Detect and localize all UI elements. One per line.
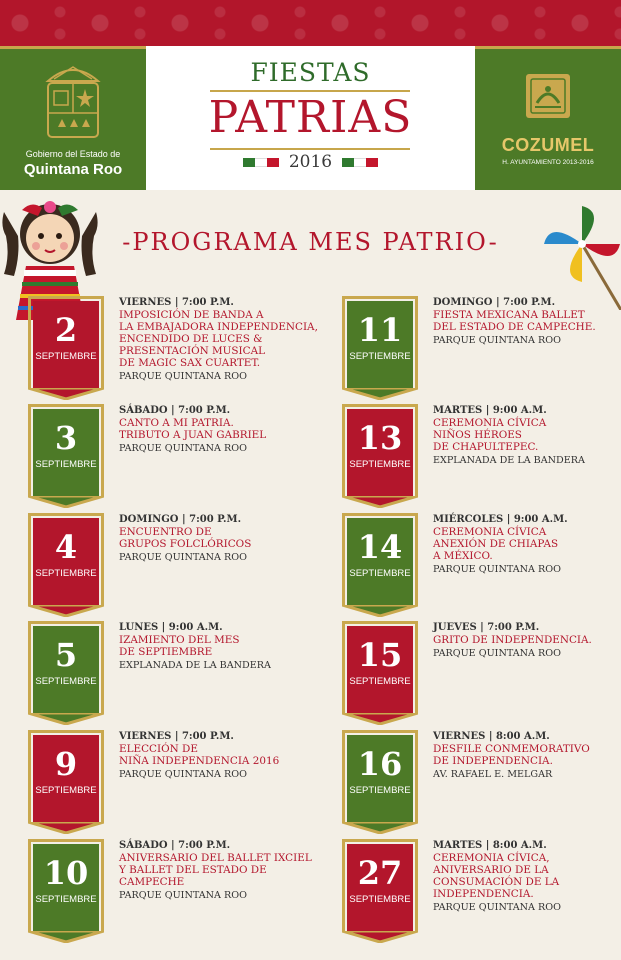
date-day: 16: [357, 745, 403, 783]
event-details: [119, 621, 329, 672]
title-main: PATRIAS: [208, 92, 413, 143]
date-badge-fill: [347, 518, 413, 605]
date-badge-fill: [347, 735, 413, 822]
event-description: ENCUENTRO DE GRUPOS FOLCLÓRICOS: [119, 526, 252, 550]
event-when: LUNES | 9:00 A.M.: [119, 622, 223, 633]
date-badge-fill: [347, 626, 413, 713]
event-description: ANIVERSARIO DEL BALLET IXCIEL Y BALLET DEL ESTADO DE CAMPECHE: [119, 852, 312, 888]
year: 2016: [288, 152, 333, 172]
event-place: PARQUE QUINTANA ROO: [433, 648, 561, 659]
event-when: SÁBADO | 7:00 P.M.: [119, 840, 231, 851]
date-badge: [342, 404, 418, 496]
date-badge-fill: [33, 518, 99, 605]
date-badge-fill: [33, 409, 99, 496]
date-badge: [28, 839, 104, 931]
ribbon-tip-icon: [28, 388, 104, 400]
event-details: [119, 296, 329, 383]
ribbon-tip-icon: [28, 931, 104, 943]
event-when: MARTES | 8:00 A.M.: [433, 840, 547, 851]
date-badge: [28, 404, 104, 496]
date-badge: [28, 513, 104, 605]
event-place: EXPLANADA DE LA BANDERA: [433, 455, 585, 466]
event-details: [119, 404, 329, 455]
event-when: DOMINGO | 7:00 P.M.: [119, 514, 242, 525]
event-description: CEREMONIA CÍVICA ANEXIÓN DE CHIAPAS A MÉXICO.: [433, 526, 559, 562]
event-details: [433, 513, 621, 576]
date-day: 2: [54, 311, 78, 349]
date-day: 15: [357, 636, 403, 674]
event-item: [28, 621, 328, 729]
event-details: [119, 730, 329, 781]
date-day: 3: [54, 419, 78, 457]
event-item: [342, 839, 621, 947]
event-when: DOMINGO | 7:00 P.M.: [433, 297, 556, 308]
date-day: 14: [357, 528, 403, 566]
event-details: [119, 513, 329, 564]
gov-panel: [0, 46, 146, 190]
date-badge: [342, 296, 418, 388]
date-badge-fill: [33, 844, 99, 931]
date-month: SEPTIEMBRE: [349, 676, 411, 687]
date-month: SEPTIEMBRE: [35, 676, 97, 687]
event-when: VIERNES | 7:00 P.M.: [119, 731, 234, 742]
event-description: IZAMIENTO DEL MES DE SEPTIEMBRE: [119, 634, 240, 658]
date-day: 5: [54, 636, 78, 674]
date-month: SEPTIEMBRE: [35, 351, 97, 362]
title-rule-bottom: [210, 148, 410, 150]
ribbon-tip-icon: [342, 388, 418, 400]
cozumel-panel: [475, 46, 621, 190]
event-place: PARQUE QUINTANA ROO: [433, 335, 561, 346]
date-month: SEPTIEMBRE: [35, 894, 97, 905]
date-month: SEPTIEMBRE: [349, 894, 411, 905]
title-top: FIESTAS: [250, 58, 371, 87]
event-description: CANTO A MI PATRIA. TRIBUTO A JUAN GABRIEL: [119, 417, 267, 441]
date-badge: [342, 839, 418, 931]
date-month: SEPTIEMBRE: [349, 351, 411, 362]
date-month: SEPTIEMBRE: [35, 459, 97, 470]
date-badge-fill: [33, 626, 99, 713]
cozumel-crest-icon: [523, 71, 573, 121]
event-description: IMPOSICIÓN DE BANDA A LA EMBAJADORA INDEPENDENCIA, ENCENDIDO DE LUCES & PRESENTACIÓN MUSICAL DE MAGIC SAX CUARTET.: [119, 309, 318, 369]
date-badge-fill: [347, 301, 413, 388]
date-badge-fill: [347, 409, 413, 496]
gov-line1: Gobierno del Estado de: [25, 149, 121, 159]
ribbon-tip-icon: [28, 496, 104, 508]
date-badge: [342, 621, 418, 713]
event-description: CEREMONIA CÍVICA NIÑOS HÉROES DE CHAPULTEPEC.: [433, 417, 547, 453]
ribbon-tip-icon: [28, 822, 104, 834]
event-when: MARTES | 9:00 A.M.: [433, 405, 547, 416]
event-item: [28, 839, 328, 947]
date-day: 13: [357, 419, 403, 457]
flag-stripe-icon: [342, 158, 378, 167]
event-when: VIERNES | 8:00 A.M.: [433, 731, 550, 742]
event-item: [28, 296, 328, 404]
event-item: [342, 513, 621, 621]
ribbon-tip-icon: [342, 605, 418, 617]
date-badge: [28, 730, 104, 822]
ribbon-tip-icon: [28, 605, 104, 617]
event-item: [342, 296, 621, 404]
event-description: FIESTA MEXICANA BALLET DEL ESTADO DE CAMPECHE.: [433, 309, 596, 333]
ribbon-tip-icon: [342, 713, 418, 725]
event-details: [119, 839, 329, 902]
date-day: 11: [357, 311, 403, 349]
date-badge: [28, 621, 104, 713]
event-when: MIÉRCOLES | 9:00 A.M.: [433, 514, 568, 525]
date-month: SEPTIEMBRE: [349, 785, 411, 796]
header: [0, 46, 621, 192]
event-place: EXPLANADA DE LA BANDERA: [119, 660, 271, 671]
event-details: [433, 621, 621, 660]
event-when: VIERNES | 7:00 P.M.: [119, 297, 234, 308]
event-when: JUEVES | 7:00 P.M.: [433, 622, 540, 633]
event-item: [28, 730, 328, 838]
ribbon-tip-icon: [342, 931, 418, 943]
event-item: [342, 621, 621, 729]
date-badge: [28, 296, 104, 388]
date-day: 10: [43, 854, 89, 892]
date-badge-fill: [33, 301, 99, 388]
quintana-roo-crest-icon: [42, 61, 104, 143]
top-ornament-band: [0, 0, 621, 46]
cozumel-sub: H. AYUNTAMIENTO 2013-2016: [502, 159, 594, 166]
event-description: DESFILE CONMEMORATIVO DE INDEPENDENCIA.: [433, 743, 590, 767]
date-badge: [342, 730, 418, 822]
event-item: [342, 404, 621, 512]
event-description: GRITO DE INDEPENDENCIA.: [433, 634, 592, 646]
event-place: PARQUE QUINTANA ROO: [119, 443, 247, 454]
date-month: SEPTIEMBRE: [35, 568, 97, 579]
event-place: PARQUE QUINTANA ROO: [119, 552, 247, 563]
event-details: [433, 839, 621, 914]
program-title: -PROGRAMA MES PATRIO-: [122, 228, 499, 256]
ribbon-tip-icon: [342, 496, 418, 508]
event-item: [28, 513, 328, 621]
date-badge: [342, 513, 418, 605]
cozumel-name: COZUMEL: [501, 135, 595, 155]
event-place: PARQUE QUINTANA ROO: [119, 769, 247, 780]
event-description: CEREMONIA CÍVICA, ANIVERSARIO DE LA CONSUMACIÓN DE LA INDEPENDENCIA.: [433, 852, 560, 900]
event-details: [433, 404, 621, 467]
ribbon-tip-icon: [28, 713, 104, 725]
event-place: PARQUE QUINTANA ROO: [119, 371, 247, 382]
gov-line2: Quintana Roo: [23, 161, 123, 178]
date-day: 4: [54, 528, 78, 566]
date-badge-fill: [347, 844, 413, 931]
title-panel: [146, 46, 475, 190]
event-when: SÁBADO | 7:00 P.M.: [119, 405, 231, 416]
date-badge-fill: [33, 735, 99, 822]
event-place: PARQUE QUINTANA ROO: [433, 564, 561, 575]
date-month: SEPTIEMBRE: [349, 568, 411, 579]
event-item: [342, 730, 621, 838]
event-details: [433, 730, 621, 781]
flag-stripe-icon: [243, 158, 279, 167]
date-day: 27: [357, 854, 403, 892]
event-place: PARQUE QUINTANA ROO: [433, 902, 561, 913]
event-item: [28, 404, 328, 512]
date-month: SEPTIEMBRE: [349, 459, 411, 470]
event-place: PARQUE QUINTANA ROO: [119, 890, 247, 901]
event-place: AV. RAFAEL E. MELGAR: [433, 769, 553, 780]
date-month: SEPTIEMBRE: [35, 785, 97, 796]
year-row: [146, 152, 475, 172]
ribbon-tip-icon: [342, 822, 418, 834]
date-day: 9: [54, 745, 78, 783]
event-details: [433, 296, 621, 347]
event-description: ELECCIÓN DE NIÑA INDEPENDENCIA 2016: [119, 743, 280, 767]
